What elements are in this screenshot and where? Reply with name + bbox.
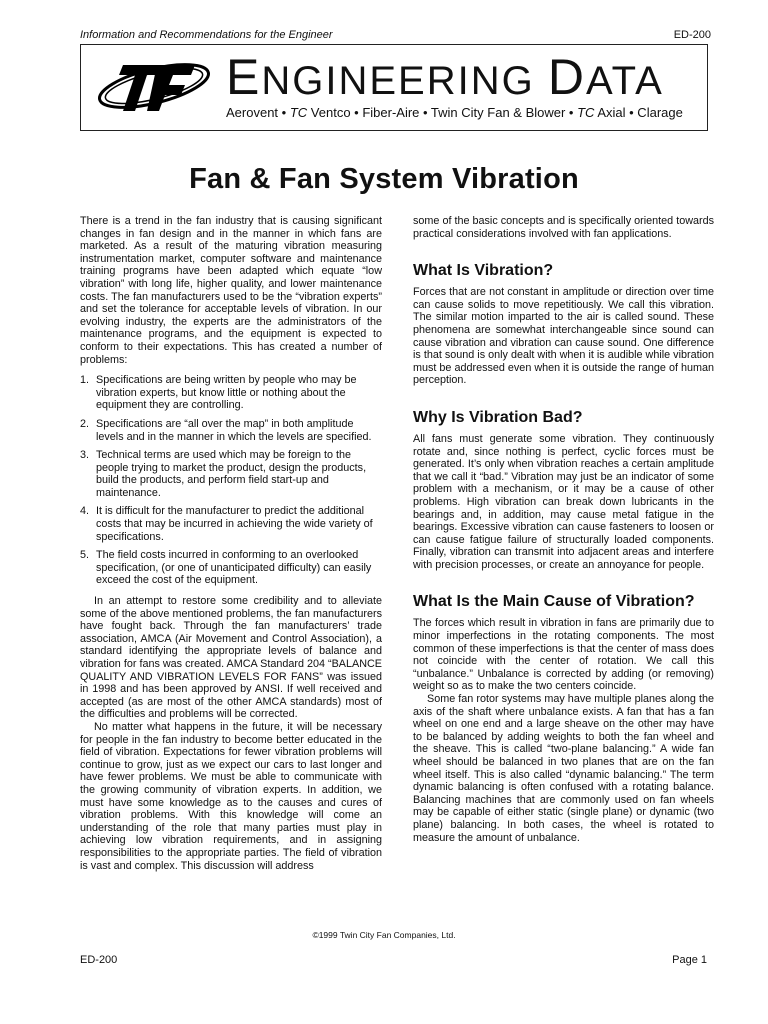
what-is-vibration-paragraph: Forces that are not constant in amplitude or direction over time can cause solids to move repetitiously. We call this vibration. The similar motion imparted to the air is called sound. These phenomena are somewhat interchangeable since sound can cause vibration and vibration can cause sound. One difference is that sound is only dealt with when it is audible while vibration must be addressed even when it is outside the range of human perception. xyxy=(413,286,714,387)
section-heading-main-cause: What Is the Main Cause of Vibration? xyxy=(413,593,695,611)
left-column xyxy=(80,215,382,872)
main-cause-paragraph: The forces which result in vibration in fans are primarily due to minor imperfections in the rotating components. The most common of these imperfections is that the center of mass does not coincide with the center of rotation. We call this “unbalance.” Unbalance is corrected by adding (or removing) weight so as to make the two centers coincide. xyxy=(413,617,714,693)
brand-list: Aerovent • TC Ventco • Fiber-Aire • Twin City Fan & Blower • TC Axial • Clarage xyxy=(226,105,683,120)
right-column xyxy=(413,215,714,844)
page-number: Page 1 xyxy=(672,954,707,966)
tagline: Information and Recommendations for the Engineer xyxy=(80,29,333,41)
doc-code: ED-200 xyxy=(673,29,711,41)
tcf-logo-icon xyxy=(95,53,213,119)
engineering-data-banner xyxy=(80,44,708,131)
copyright: ©1999 Twin City Fan Companies, Ltd. xyxy=(312,930,456,940)
list-item: 4. It is difficult for the manufacturer to predict the additional costs that may be incurred in achieving the wide variety of specifications. xyxy=(80,505,373,543)
engineering-data-title: ENGINEERING DATA xyxy=(226,49,664,105)
intro-paragraph: There is a trend in the fan industry that is causing significant changes in fan design and in the manner in which fans are marketed. As a result of the maturing vibration measuring instrumentation market, computer software and maintenance training programs have been adapted which equate “low vibration” with long life, higher quality, and lower maintenance costs. The fan manufacturers used to be the “vibration experts” and set the tolerance for acceptable levels of vibration. In our evolving industry, the experts are the administrators of the maintenance programs, and the equipment is expected to conform to their expectations. This has created a number of problems: xyxy=(80,215,382,366)
problem-list xyxy=(80,374,382,587)
running-header xyxy=(80,29,711,43)
section-heading-why-bad: Why Is Vibration Bad? xyxy=(413,408,583,426)
why-bad-paragraph: All fans must generate some vibration. They continuously rotate and, since nothing is perfect, cyclic forces must be generated. It’s only when vibration reaches a certain amplitude that we call it “bad.” Vibration may just be an indicator of some problem with a mechanism, or it may be a cause of other problems. High vibration can break down lubricants in the bearings and, in addition, may cause metal fatigue in the bearings. Excessive vibration can cause fasteners to loosen or can cause fatigue failure of structurally loaded components. Finally, vibration can transmit into adjacent areas and interfere with precision processes, or create an annoyance for people. xyxy=(413,432,714,571)
balancing-paragraph: Some fan rotor systems may have multiple planes along the axis of the shaft where unbalance exists. A fan that has a fan wheel on one end and a large sheave on the other may have to be balanced by adding weights to both the fan wheel and the sheave. This is called “two-plane balancing.” A wide fan wheel should be balanced in two planes that are on the fan wheel itself. This is also called “dynamic balancing.” The term dynamic balancing is often confused with a rotating balance. Balancing machines that are commonly used on fan wheels may be capable of either static (single plane) or dynamic (two plane) balancing. In both cases, the wheel is rotated to measure the amount of unbalance. xyxy=(413,693,714,844)
list-item: 1. Specifications are being written by people who may be vibration experts, but know little or nothing about the equipment they are controlling. xyxy=(80,374,357,412)
page-title: Fan & Fan System Vibration xyxy=(189,163,579,195)
list-item: 5. The field costs incurred in conforming to an overlooked specification, (or one of unanticipated difficulty) can easily exceed the cost of the equipment. xyxy=(80,549,372,587)
footer-doc-code: ED-200 xyxy=(80,954,118,966)
list-item: 2. Specifications are “all over the map” in both amplitude levels and in the manner in which the levels are specified. xyxy=(80,417,372,443)
section-heading-what-is-vibration: What Is Vibration? xyxy=(413,262,554,280)
list-item: 3. Technical terms are used which may be foreign to the people trying to market the product, design the products, build the products, and perform field start-up and maintenance. xyxy=(80,449,367,499)
education-paragraph: No matter what happens in the future, it will be necessary for people in the fan industry to become better educated in the field of vibration. Expectations for fewer vibration problems will continue to grow, just as we expect our cars to last longer and have fewer problems. We must be able to communicate with the growing community of vibration experts. In addition, we must have some knowledge as to the causes and cures of vibration problems. With this knowledge will come an understanding of the role that many parties must play in achieving low vibration requirements, and in assigning responsibilities to the appropriate parties. The field of vibration is vast and complex. This discussion will address xyxy=(80,720,382,872)
amca-paragraph: In an attempt to restore some credibility and to alleviate some of the above mentioned problems, the fan manufacturers have fought back. Through the fan manufacturers’ trade association, AMCA (Air Movement and Control Association), a standard identifying the appropriate levels of balance and vibration for fans was created. AMCA Standard 204 “BALANCE QUALITY AND VIBRATION LEVELS FOR FANS” was issued in 1998 and has been approved by ANSI. If well received and accepted (as are most of the other AMCA standards) most of the difficulties and problems will be corrected. xyxy=(80,595,382,721)
continuation-paragraph: some of the basic concepts and is specifically oriented towards practical considerations involved with fan applications. xyxy=(413,215,714,240)
